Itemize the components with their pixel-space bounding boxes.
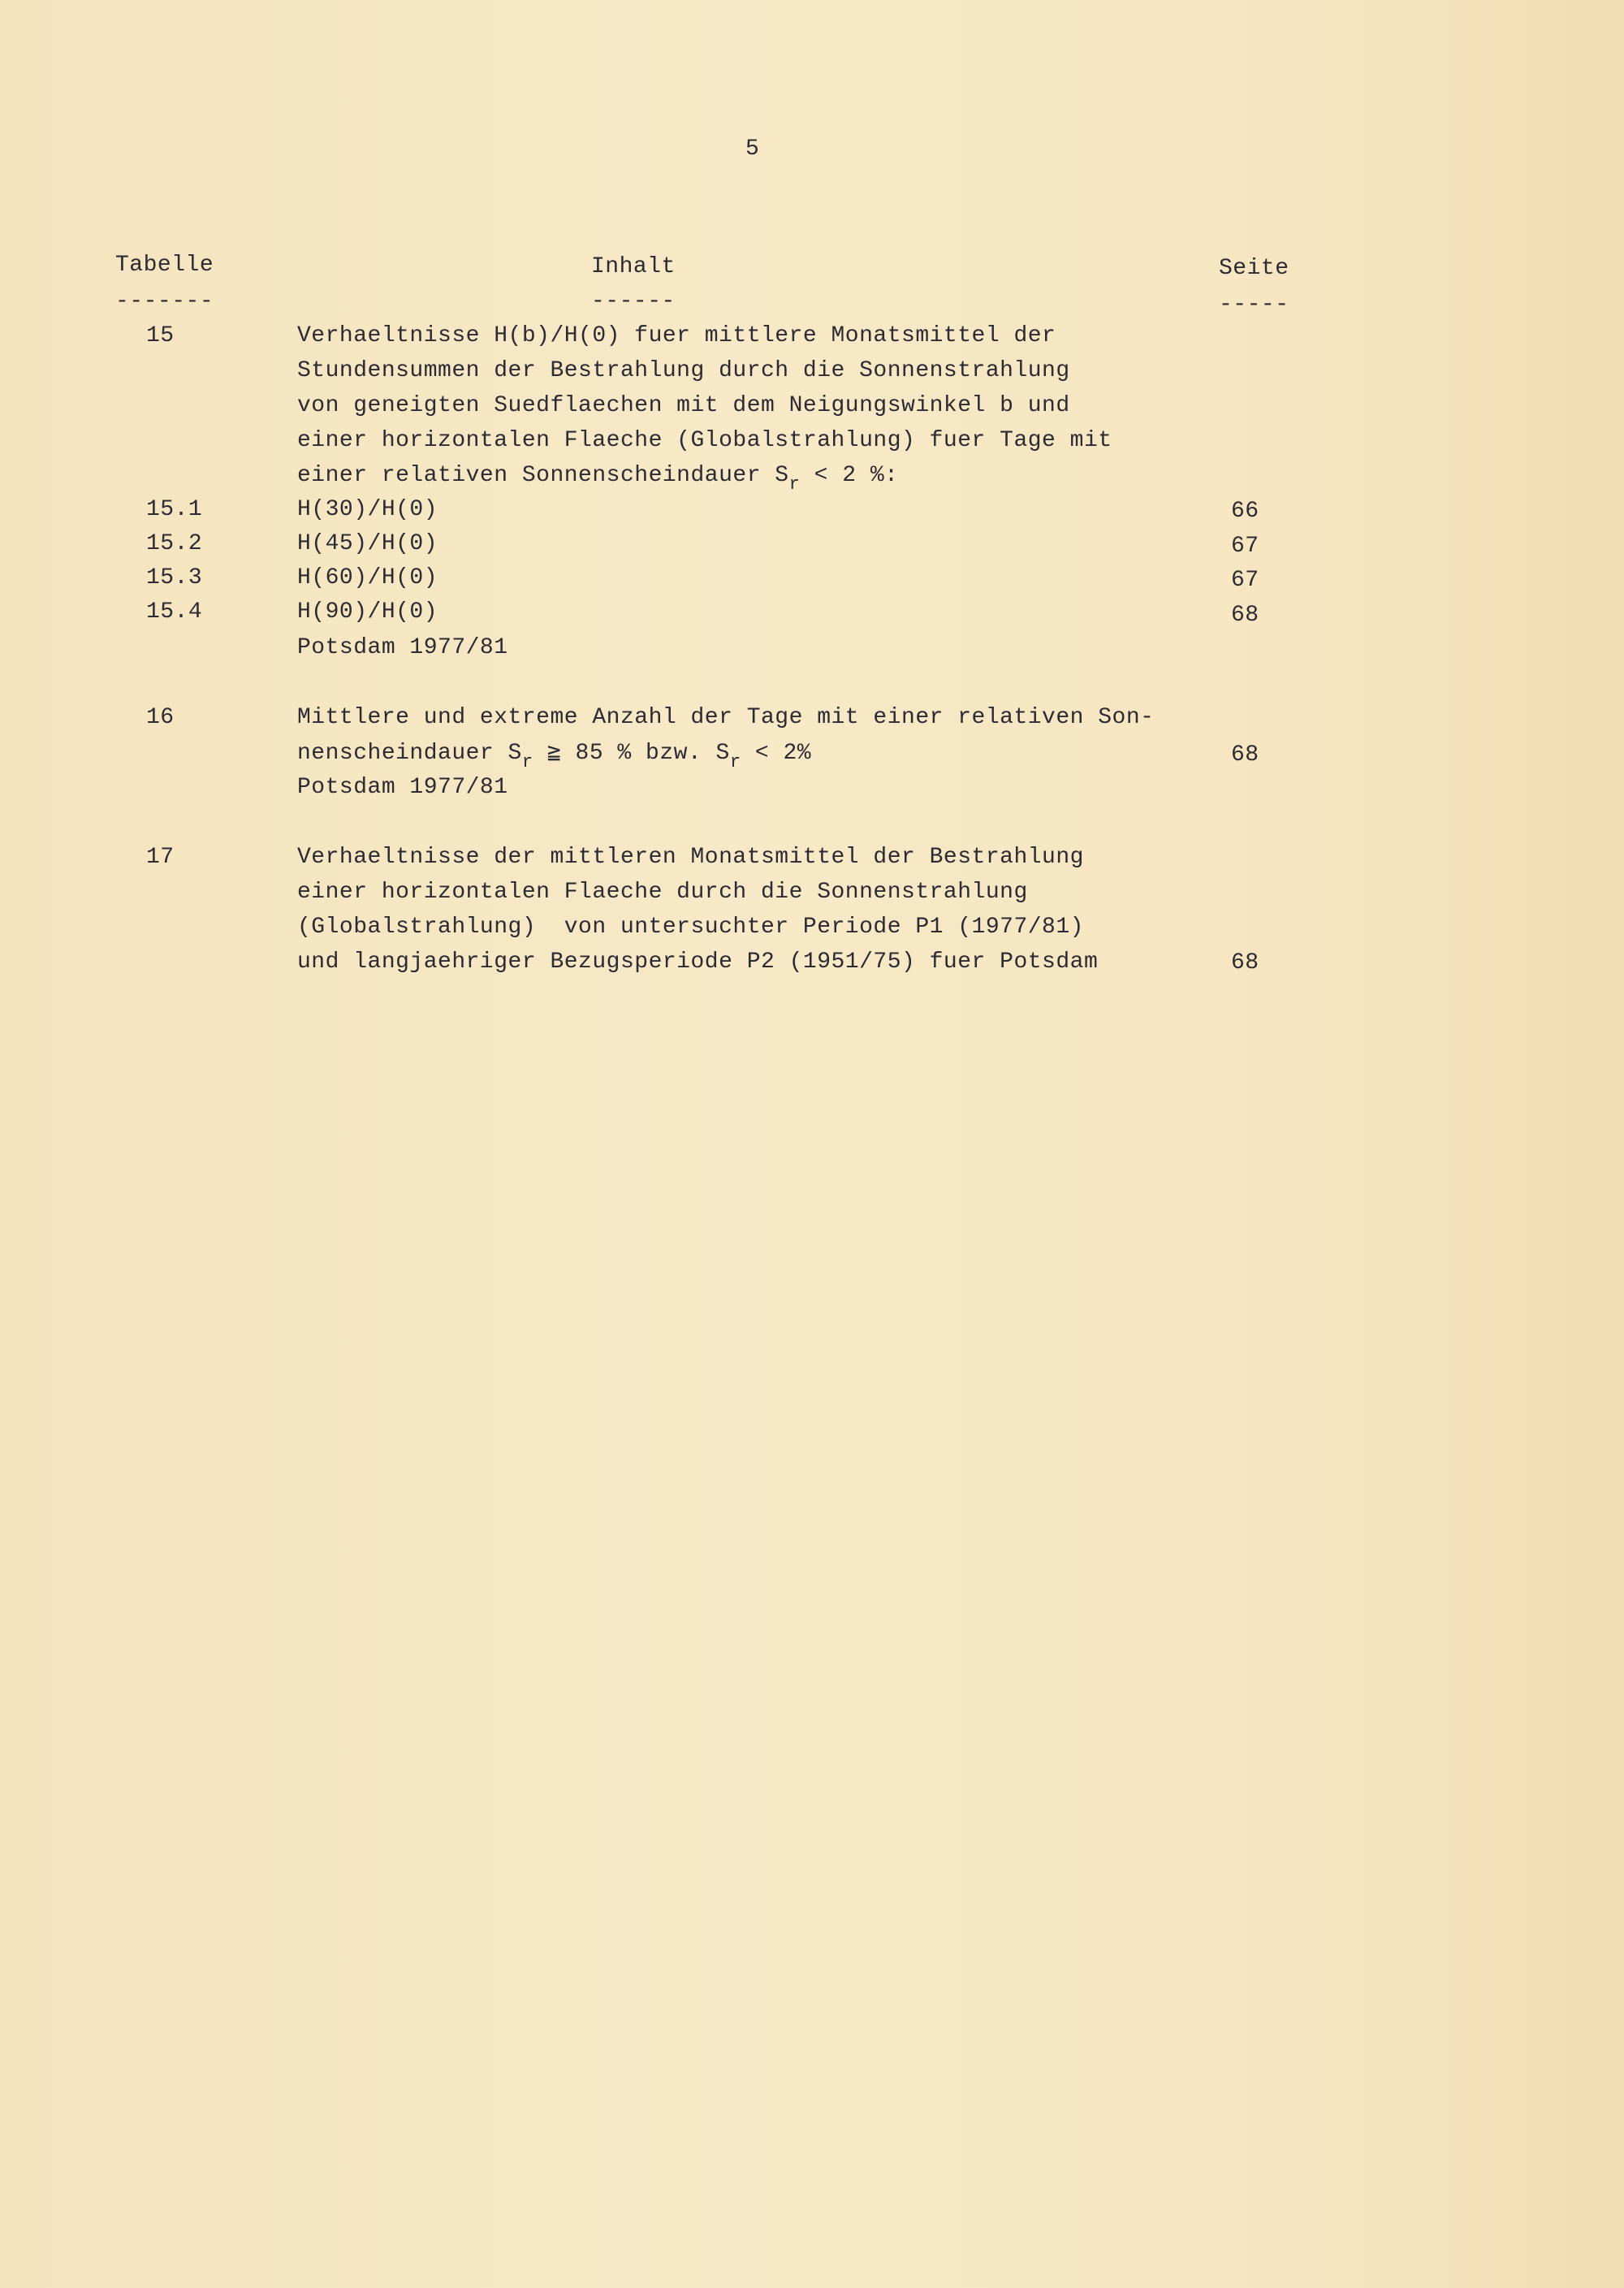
- subtable-text: H(60)/H(0): [297, 565, 438, 590]
- entry-text-line: und langjaehriger Bezugsperiode P2 (1951/75) fuer Potsdam: [297, 949, 1099, 975]
- subtable-number: 15.3: [146, 565, 203, 590]
- column-header-page-underline: -----: [1219, 292, 1289, 318]
- page-reference: 67: [1231, 534, 1259, 559]
- column-header-table-underline: -------: [115, 289, 214, 314]
- entry-text-line: nenscheindauer $S_r$ ≧ 85 % bzw. $S_r < 2\%$: [297, 741, 812, 772]
- location-line: Potsdam 1977/81: [297, 775, 508, 800]
- entry-text-line: einer horizontalen Flaeche (Globalstrahlung) fuer Tage mit: [297, 428, 1112, 453]
- entry-text-line: Mittlere und extreme Anzahl der Tage mit einer relativen Son-: [297, 705, 1155, 730]
- column-header-table: Tabelle: [115, 253, 214, 278]
- entry-text-line: einer relativen Sonnenscheindauer $S_r < 2$ %:: [297, 463, 899, 495]
- subtable-number: 15.4: [146, 599, 203, 625]
- page-reference: 67: [1231, 568, 1259, 593]
- column-header-content: Inhalt: [591, 254, 676, 279]
- entry-text-line: Verhaeltnisse der mittleren Monatsmittel der Bestrahlung: [297, 845, 1084, 870]
- entry-text-line: Verhaeltnisse H(b)/H(0) fuer mittlere Monatsmittel der: [297, 323, 1056, 348]
- column-header-page: Seite: [1219, 256, 1289, 281]
- page-number: 5: [745, 136, 760, 162]
- column-header-content-underline: ------: [591, 289, 676, 314]
- entry-text-line: von geneigten Suedflaechen mit dem Neigungswinkel b und: [297, 393, 1070, 418]
- location-line: Potsdam 1977/81: [297, 635, 508, 660]
- subtable-text: H(30)/H(0): [297, 497, 438, 522]
- entry-text-line: einer horizontalen Flaeche durch die Sonnenstrahlung: [297, 880, 1028, 905]
- table-number: 16: [146, 705, 175, 730]
- entry-text-line: (Globalstrahlung) von untersuchter Periode P1 (1977/81): [297, 915, 1084, 940]
- table-number: 17: [146, 845, 175, 870]
- subtable-text: H(45)/H(0): [297, 531, 438, 556]
- page-reference: 66: [1231, 499, 1259, 524]
- page-reference: 68: [1231, 603, 1259, 628]
- entry-text-line: Stundensummen der Bestrahlung durch die Sonnenstrahlung: [297, 358, 1070, 383]
- table-number: 15: [146, 323, 175, 348]
- subtable-number: 15.1: [146, 497, 203, 522]
- subtable-text: H(90)/H(0): [297, 599, 438, 625]
- page-reference: 68: [1231, 950, 1259, 975]
- page-reference: 68: [1231, 742, 1259, 768]
- subtable-number: 15.2: [146, 531, 203, 556]
